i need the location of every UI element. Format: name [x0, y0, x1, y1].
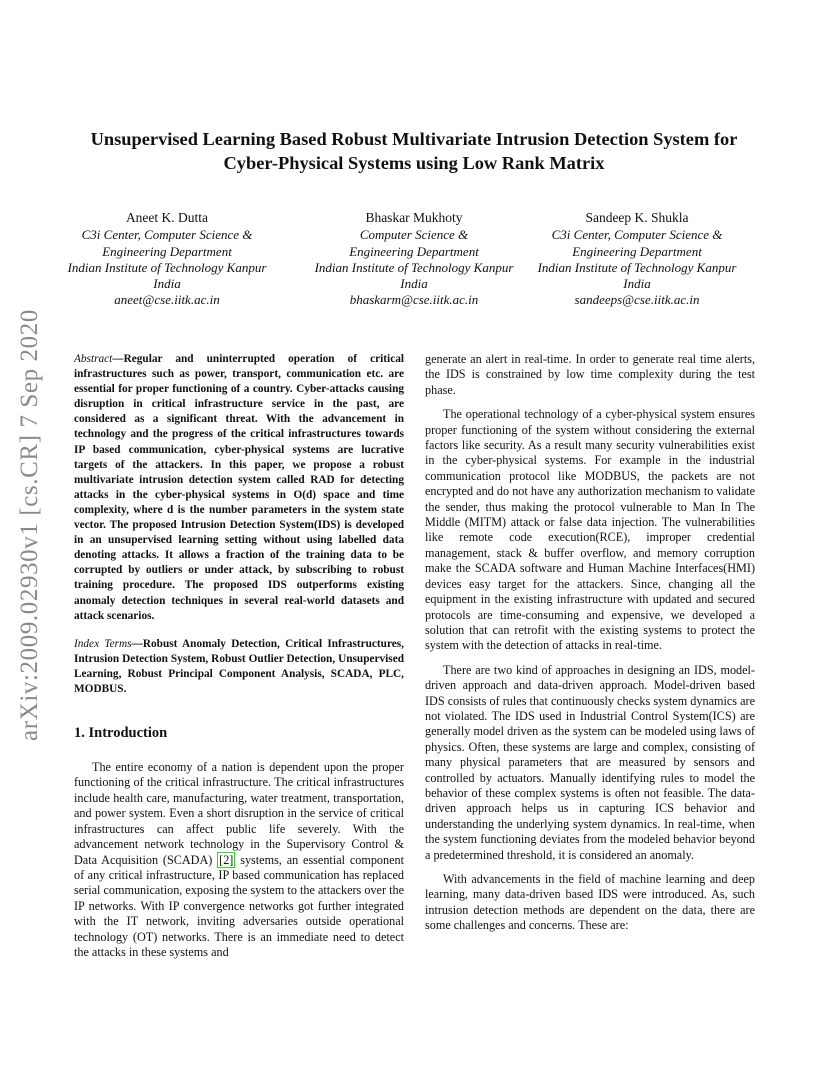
- intro-text-part-2: systems, an essential component of any critical infrastructure, IP based communication has replaced serial communication, exposing the system to the attackers over the IP networks. With IP convergence networks got further integrated with the IT network, inviting adversaries outside operational technology (OT) networks. There is an immediate need to detect the attacks in these systems and: [74, 852, 404, 959]
- title-line-1: Unsupervised Learning Based Robust Multivariate Intrusion Detection System for: [90, 129, 738, 149]
- author-2: [303, 210, 525, 309]
- author-email: bhaskarm@cse.iitk.ac.in: [349, 292, 479, 308]
- author-affiliation: Indian Institute of Technology Kanpur: [67, 259, 267, 275]
- author-affiliation: C3i Center, Computer Science &: [81, 227, 253, 243]
- author-affiliation: Engineering Department: [572, 243, 702, 259]
- author-3: [526, 210, 748, 309]
- author-name: Sandeep K. Shukla: [585, 210, 689, 225]
- section-heading-introduction: 1. Introduction: [74, 725, 168, 742]
- index-terms-lead: Index Terms: [74, 637, 132, 650]
- author-affiliation: Indian Institute of Technology Kanpur: [314, 259, 514, 275]
- abstract-lead: Abstract: [74, 353, 113, 365]
- paper-title: [60, 127, 768, 175]
- author-affiliation: Engineering Department: [102, 243, 232, 259]
- title-line-2: Cyber-Physical Systems using Low Rank Matrix: [223, 153, 605, 173]
- arxiv-identifier: arXiv:2009.02930v1 [cs.CR] 7 Sep 2020: [16, 309, 43, 741]
- right-column: [425, 352, 755, 934]
- citation-link[interactable]: [2]: [219, 852, 234, 867]
- author-affiliation: India: [400, 276, 428, 292]
- author-1: [56, 210, 278, 309]
- author-affiliation: Engineering Department: [349, 243, 479, 259]
- paragraph-ids-approaches: There are two kind of approaches in designing an IDS, model-driven approach and data-driven approach. Model-driven based IDS consists of rules that continuously checks system dynamics are not violated. The IDS used in Industrial Control System(ICS) are generally model driven as the system can be modeled using laws of physics. Often, these systems are large and complex, consisting of many physical parameters that are measured by sensors and controlled by actuators. Manually identifying rules to model the behavior of these complex systems is often not feasible. The data-driven approach helps us in capturing ICS behavior and understanding the underlying system dynamics. In real-time, when the system functioning deviates from the modeled behavior beyond a predetermined threshold, it is considered an anomaly.: [425, 662, 755, 862]
- author-email: aneet@cse.iitk.ac.in: [114, 292, 220, 308]
- author-name: Bhaskar Mukhoty: [365, 210, 463, 225]
- author-affiliation: India: [153, 276, 181, 292]
- abstract: [74, 352, 404, 624]
- author-email: sandeeps@cse.iitk.ac.in: [574, 292, 700, 308]
- author-affiliation: India: [623, 276, 651, 292]
- intro-text-part-1: The entire economy of a nation is dependent upon the proper functioning of the critical infrastructure. The critical infrastructures include health care, manufacturing, water treatment, transportation, and power system. Even a short disruption in the service of critical infrastructures can affect public life severely. With the advancement network technology in the Supervisory Control & Data Acquisition (SCADA): [74, 760, 404, 867]
- paragraph-operational-technology: The operational technology of a cyber-physical system ensures proper functioning of the system without considering the external factors like security. As a result many security vulnerabilities exist in the cyber-physical systems. For example in the industrial communication protocol like MODBUS, the packets are not encrypted and do not have any authorization mechanism to validate the sender, thus making the protocol vulnerable to Man In The Middle (MITM) attack or false data injection. The vulnerabilities like remote code execution(RCE), improper credential management, stack & buffer overflow, and memory corruption make the SCADA software and Human Machine Interfaces(HMI) devices easy target for the attackers. Since, changing all the equipment in the existing infrastructure with updated and secured protocols are time-consuming and expensive, we developed a solution that can retrofit with the existing systems to protect the system with the detection of attacks in real-time.: [425, 407, 755, 653]
- author-affiliation: Indian Institute of Technology Kanpur: [537, 259, 737, 275]
- abstract-text: —Regular and uninterrupted operation of critical infrastructures such as power, transport, communication etc. are essential for proper functioning of a country. Cyber-attacks causing disruption in critical infrastructure service in the past, are considered as a significant threat. With the advancement in technology and the progress of the critical infrastructures towards IP based communication, cyber-physical systems are lucrative targets of the attackers. In this paper, we propose a robust multivariate intrusion detection system called RAD for detecting attacks in the cyber-physical systems in O(d) space and time complexity, where d is the number parameters in the system state vector. The proposed Intrusion Detection System(IDS) is developed in an unsupervised learning setting without using labelled data denoting attacks. It allows a fraction of the training data to be corrupted by outliers or under attack, by subscribing to robust training procedure. The proposed IDS outperforms existing anomaly detection techniques in several real-world datasets and attack scenarios.: [74, 353, 404, 622]
- intro-paragraph: [74, 760, 404, 960]
- index-terms: [74, 637, 404, 697]
- paragraph-machine-learning: With advancements in the field of machine learning and deep learning, many data-driven based IDS were introduced. As, such intrusion detection methods are dependent on the data, there are some challenges and concerns. These are:: [425, 872, 755, 933]
- author-affiliation: C3i Center, Computer Science &: [551, 227, 723, 243]
- arxiv-side-stamp: [10, 290, 50, 760]
- index-terms-text: —Robust Anomaly Detection, Critical Infrastructures, Intrusion Detection System, Robust Outlier Detection, Unsupervised Learning, Robust Principal Component Analysis, SCADA, PLC, MODBUS.: [74, 637, 405, 695]
- author-affiliation: Computer Science &: [359, 227, 469, 243]
- author-name: Aneet K. Dutta: [125, 210, 209, 225]
- left-column: [74, 352, 404, 960]
- paragraph-continued: generate an alert in real-time. In order to generate real time alerts, the IDS is constrained by low time complexity during the test phase.: [425, 352, 755, 397]
